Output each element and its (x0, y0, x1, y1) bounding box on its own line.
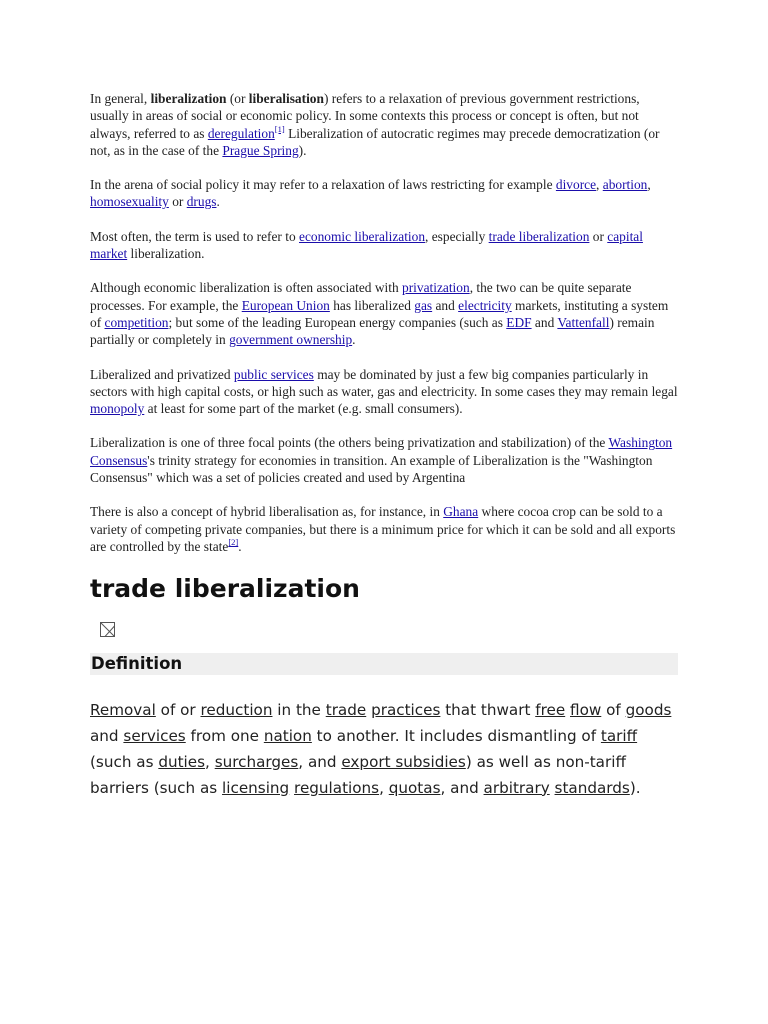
text: to another. It includes dismantling of (311, 727, 601, 746)
text: (or (226, 91, 249, 106)
link-divorce[interactable]: divorce (555, 177, 597, 193)
glossary-term-regulations[interactable]: regulations (294, 778, 380, 797)
broken-image-icon (100, 622, 115, 637)
link-government-ownership[interactable]: government ownership (229, 332, 353, 348)
paragraph-social-policy (90, 176, 680, 211)
paragraph-intro (90, 90, 680, 159)
glossary-term-quotas[interactable]: quotas (388, 778, 441, 797)
link-homosexuality[interactable]: homosexuality (90, 194, 169, 210)
link-gas[interactable]: gas (414, 297, 433, 313)
glossary-term-nation[interactable]: nation (263, 727, 312, 746)
glossary-term-practices[interactable]: practices (371, 701, 441, 720)
text: has liberalized (329, 297, 415, 313)
text: 's trinity strategy for economies in transition. An example of Liberalization is the "Washington Consensus" which was a set of policies created and used by Argentina (90, 452, 653, 486)
text: Although economic liberalization is often associated with (90, 280, 402, 296)
text: markets, instituting a system of (90, 297, 669, 330)
text: where cocoa crop can be sold to a variety of competing private companies, but there is a minimum price for which it can be sold and all exports are controlled by the state (90, 504, 676, 554)
glossary-term-free[interactable]: free (535, 701, 566, 720)
citation-2-link[interactable]: [2] (228, 536, 239, 547)
paragraph-public-services (90, 366, 680, 418)
text: , (647, 177, 651, 193)
glossary-term-tariff[interactable]: tariff (600, 727, 638, 746)
text: Liberalization of autocratic regimes may precede democratization (or not, as in the case of the (90, 125, 660, 158)
text: ; but some of the leading European energy companies (such as (168, 314, 507, 330)
link-capital-market[interactable]: capital market (90, 228, 643, 262)
link-abortion[interactable]: abortion (602, 177, 648, 193)
link-electricity[interactable]: electricity (458, 297, 512, 313)
text: . (216, 194, 220, 210)
glossary-term-standards[interactable]: standards (554, 778, 630, 797)
glossary-term-duties[interactable]: duties (158, 752, 206, 771)
text: and (531, 314, 558, 330)
text: liberalization. (127, 246, 205, 262)
text: ) as well as non-tariff barriers (such as (90, 752, 626, 797)
text: (such as (90, 752, 159, 771)
link-drugs[interactable]: drugs (186, 194, 217, 210)
text: In general, (90, 91, 151, 106)
text: ) refers to a relaxation of previous government restrictions, usually in areas of social or economic policy. In some contexts this process or concept is often, but not always, referred to as (90, 91, 640, 141)
link-competition[interactable]: competition (104, 314, 169, 330)
link-economic-liberalization[interactable]: economic liberalization (299, 228, 426, 244)
text: at least for some part of the market (e.g. small consumers). (144, 401, 463, 417)
glossary-term-arbitrary[interactable]: arbitrary (483, 778, 550, 797)
text: Liberalized and privatized (90, 366, 234, 382)
link-european-union[interactable]: European Union (241, 297, 330, 313)
glossary-term-export-subsidies[interactable]: export subsidies (341, 752, 466, 771)
text: may be dominated by just a few big companies particularly in sectors with high capital costs, or high such as water, gas and electricity. In some cases they may remain legal (90, 366, 678, 399)
text: , (596, 177, 603, 193)
link-privatization[interactable]: privatization (402, 280, 470, 296)
paragraph-economic (90, 228, 680, 263)
text: and (432, 297, 459, 313)
text: , (379, 778, 389, 797)
glossary-heading: trade liberalization (90, 574, 360, 604)
text: , (205, 752, 215, 771)
text: . (352, 332, 356, 348)
glossary-term-reduction[interactable]: reduction (200, 701, 273, 720)
text: ). (629, 778, 641, 797)
glossary-term-removal[interactable]: Removal (90, 701, 156, 720)
text: . (238, 538, 242, 554)
term-liberalisation: liberalisation (248, 91, 324, 106)
glossary-term-goods[interactable]: goods (625, 701, 672, 720)
glossary-term-services[interactable]: services (123, 727, 186, 746)
glossary-term-licensing[interactable]: licensing (222, 778, 290, 797)
text: , and (440, 778, 484, 797)
document-page (90, 90, 680, 801)
text: ). (298, 142, 307, 158)
text: of or (155, 701, 201, 720)
link-vattenfall[interactable]: Vattenfall (557, 314, 610, 330)
citation-1-link[interactable]: [1] (274, 123, 285, 134)
glossary-term-flow[interactable]: flow (570, 701, 602, 720)
text: from one (185, 727, 264, 746)
text: or (168, 194, 187, 210)
definition-heading: Definition (90, 653, 678, 675)
link-ghana[interactable]: Ghana (443, 504, 479, 520)
text: Most often, the term is used to refer to (90, 228, 299, 244)
text: , the two can be quite separate processes. For example, the (90, 280, 632, 313)
link-washington-consensus[interactable]: Washington Consensus (90, 435, 673, 468)
glossary-term-surcharges[interactable]: surcharges (214, 752, 299, 771)
link-edf[interactable]: EDF (506, 314, 532, 330)
text: in the (272, 701, 326, 720)
text: of (601, 701, 626, 720)
link-public-services[interactable]: public services (233, 366, 314, 382)
paragraph-washington-consensus (90, 434, 680, 486)
term-liberalization: liberalization (150, 91, 227, 106)
text: ) remain partially or completely in (90, 314, 655, 348)
text: or (589, 228, 608, 244)
link-monopoly[interactable]: monopoly (90, 401, 145, 417)
link-prague-spring[interactable]: Prague Spring (222, 142, 299, 158)
text: that thwart (440, 701, 536, 720)
text: Liberalization is one of three focal points (the others being privatization and stabilization) of the (90, 435, 609, 451)
paragraph-hybrid (90, 503, 680, 555)
link-deregulation[interactable]: deregulation (207, 125, 275, 141)
definition-text (90, 698, 680, 801)
link-trade-liberalization[interactable]: trade liberalization (488, 228, 590, 244)
text: There is also a concept of hybrid liberalisation as, for instance, in (90, 504, 444, 520)
paragraph-privatization (90, 279, 680, 348)
glossary-term-trade[interactable]: trade (325, 701, 367, 720)
text: and (90, 727, 124, 746)
text: In the arena of social policy it may refer to a relaxation of laws restricting for example (90, 177, 556, 193)
text: , especially (425, 228, 489, 244)
text: , and (298, 752, 342, 771)
